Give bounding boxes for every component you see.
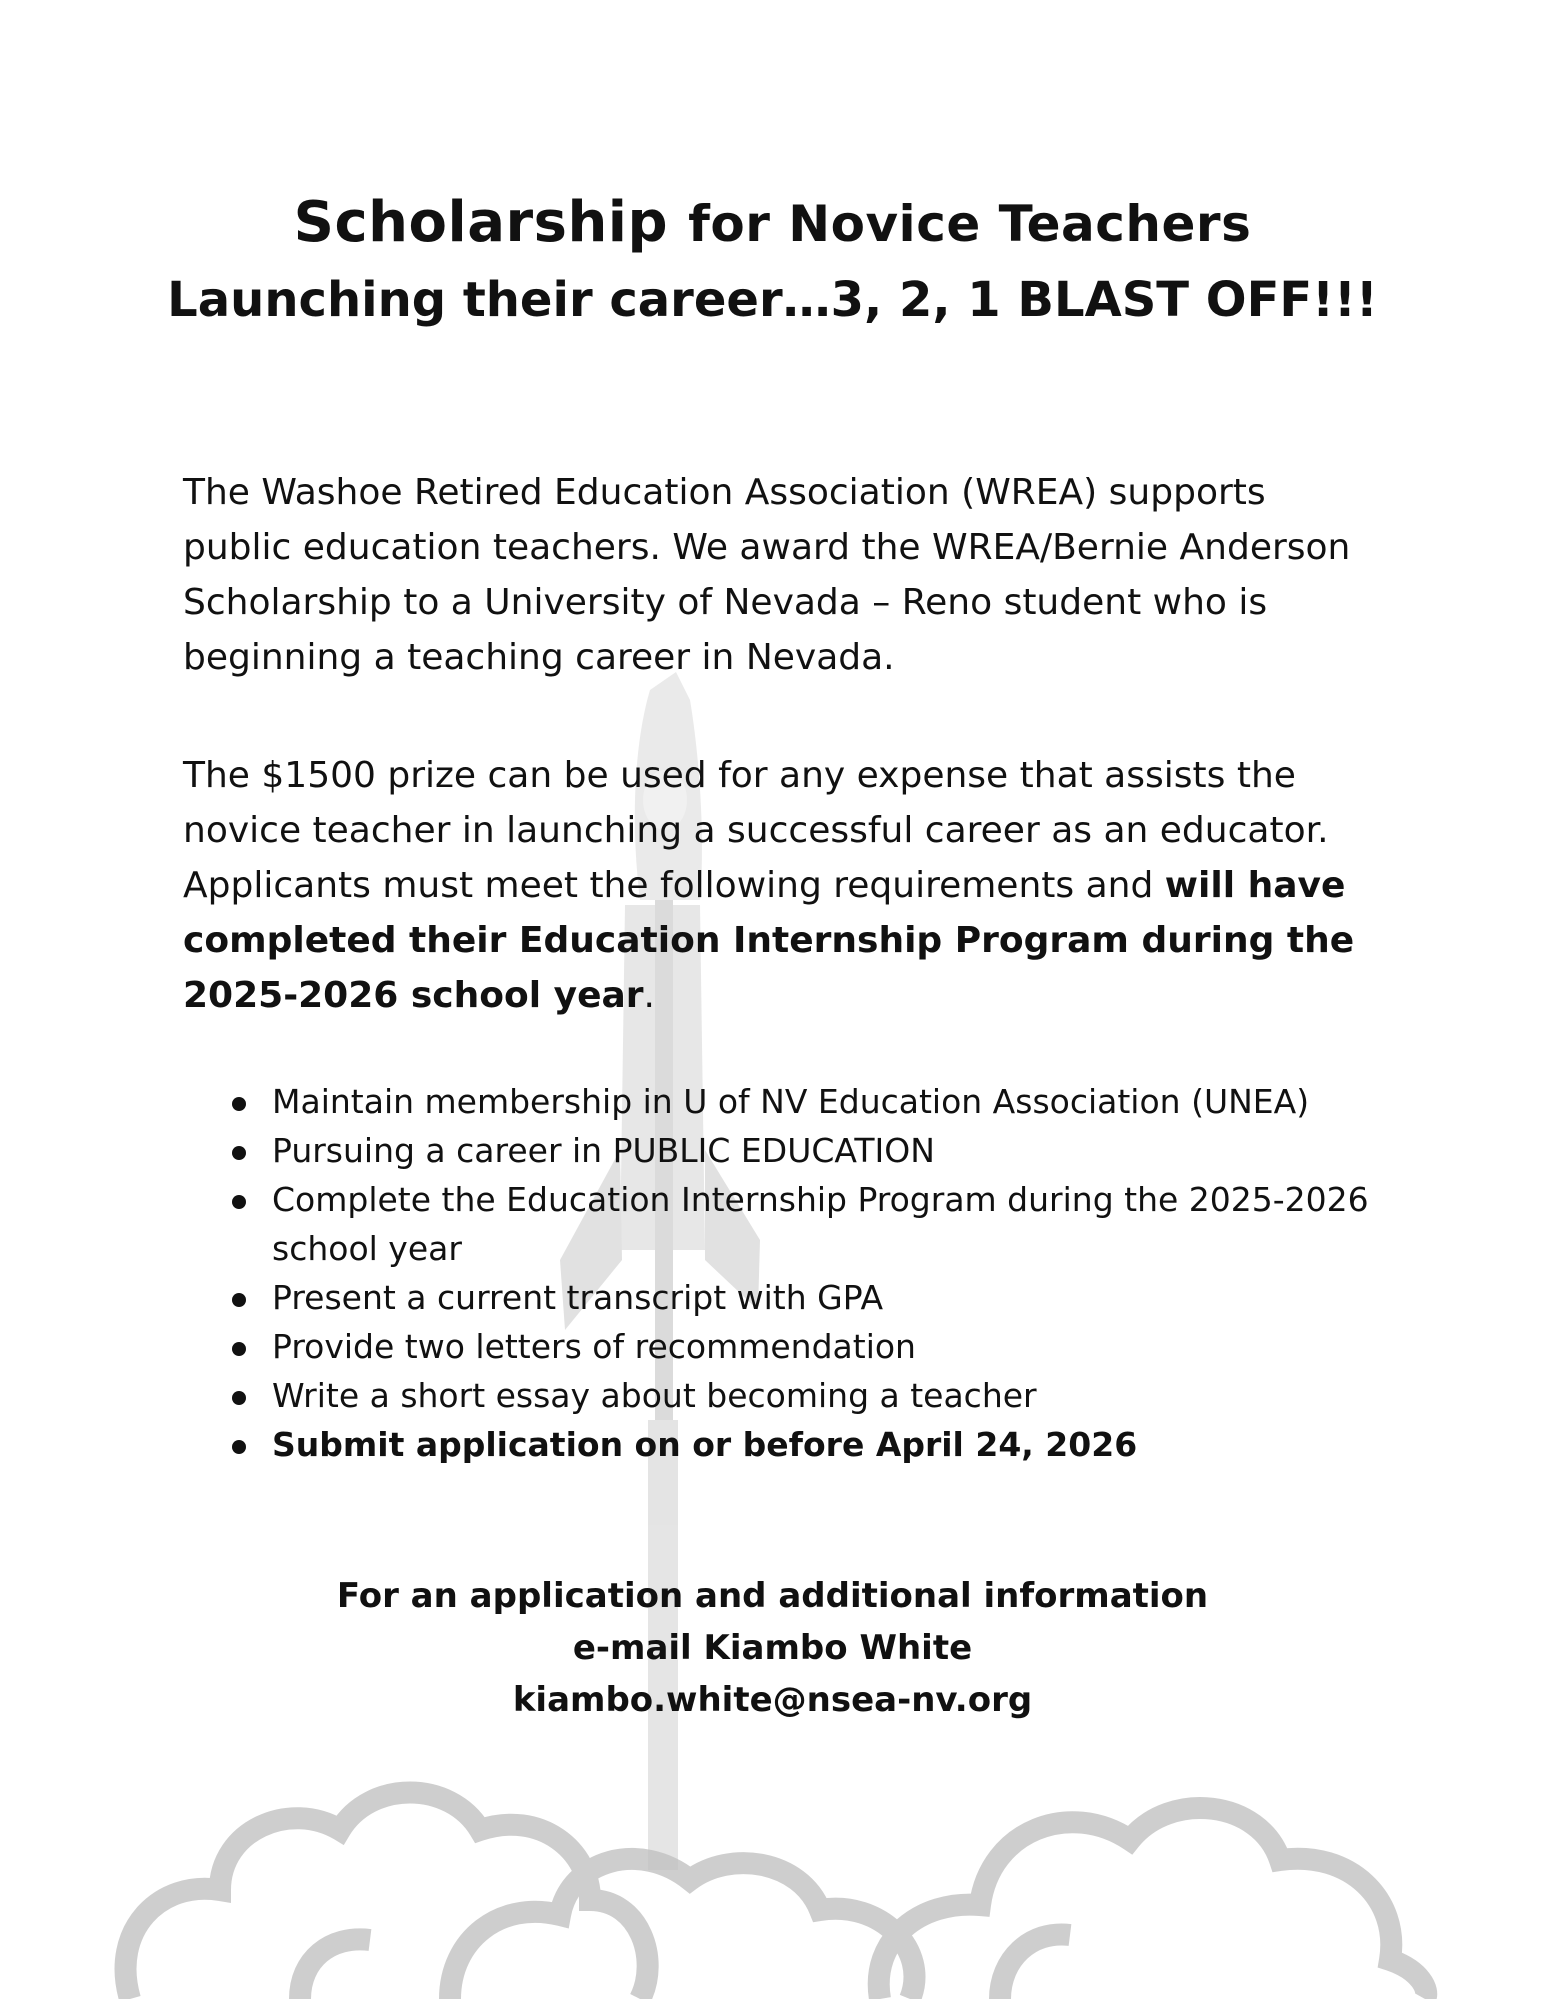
title-part1: Scholarship (293, 190, 669, 255)
list-item (232, 1273, 1382, 1322)
requirement-text: Complete the Education Internship Program during the 2025-2026 school year (272, 1180, 1369, 1268)
page-title (0, 190, 1545, 255)
contact-email-link[interactable]: kiambo.white@nsea-nv.org (512, 1680, 1033, 1720)
requirement-text: Pursuing a career in PUBLIC EDUCATION (272, 1131, 935, 1170)
page-subtitle: Launching their career…3, 2, 1 BLAST OFF!!! (167, 272, 1378, 328)
bullet-icon (232, 1342, 246, 1356)
contact-block (0, 1570, 1545, 1726)
bullet-icon (232, 1293, 246, 1307)
list-item (232, 1322, 1382, 1371)
prize-bold-text: will have completed their Education Internship Program during the 2025-2026 school year (183, 865, 1355, 1016)
bullet-icon (232, 1195, 246, 1209)
bullet-icon (232, 1440, 246, 1454)
list-item (232, 1077, 1382, 1126)
bullet-icon (232, 1391, 246, 1405)
prize-paragraph (183, 748, 1363, 1023)
prize-text: The $1500 prize can be used for any expense that assists the novice teacher in launching a successful career as an educator. Applicants must meet the following requirements and (183, 755, 1329, 906)
list-item (232, 1371, 1382, 1420)
requirement-text: Provide two letters of recommendation (272, 1327, 916, 1366)
deadline-text: Submit application on or before April 24, 2026 (272, 1425, 1138, 1464)
bullet-icon (232, 1146, 246, 1160)
list-item (232, 1420, 1382, 1469)
requirements-list (232, 1077, 1382, 1469)
requirement-text: Write a short essay about becoming a teacher (272, 1376, 1037, 1415)
bullet-icon (232, 1097, 246, 1111)
requirement-text: Present a current transcript with GPA (272, 1278, 884, 1317)
contact-line-1: For an application and additional information (336, 1576, 1209, 1616)
list-item (232, 1126, 1382, 1175)
list-item (232, 1175, 1382, 1273)
requirement-text: Maintain membership in U of NV Education Association (UNEA) (272, 1082, 1310, 1121)
prize-end-text: . (643, 975, 655, 1016)
contact-line-2: e-mail Kiambo White (572, 1628, 973, 1668)
title-part2: for Novice Teachers (688, 195, 1252, 253)
intro-paragraph: The Washoe Retired Education Association (WREA) supports public education teachers. We award the WREA/Bernie Anderson Scholarship to a University of Nevada – Reno student who is beginning a teaching career in Nevada. (183, 472, 1351, 678)
